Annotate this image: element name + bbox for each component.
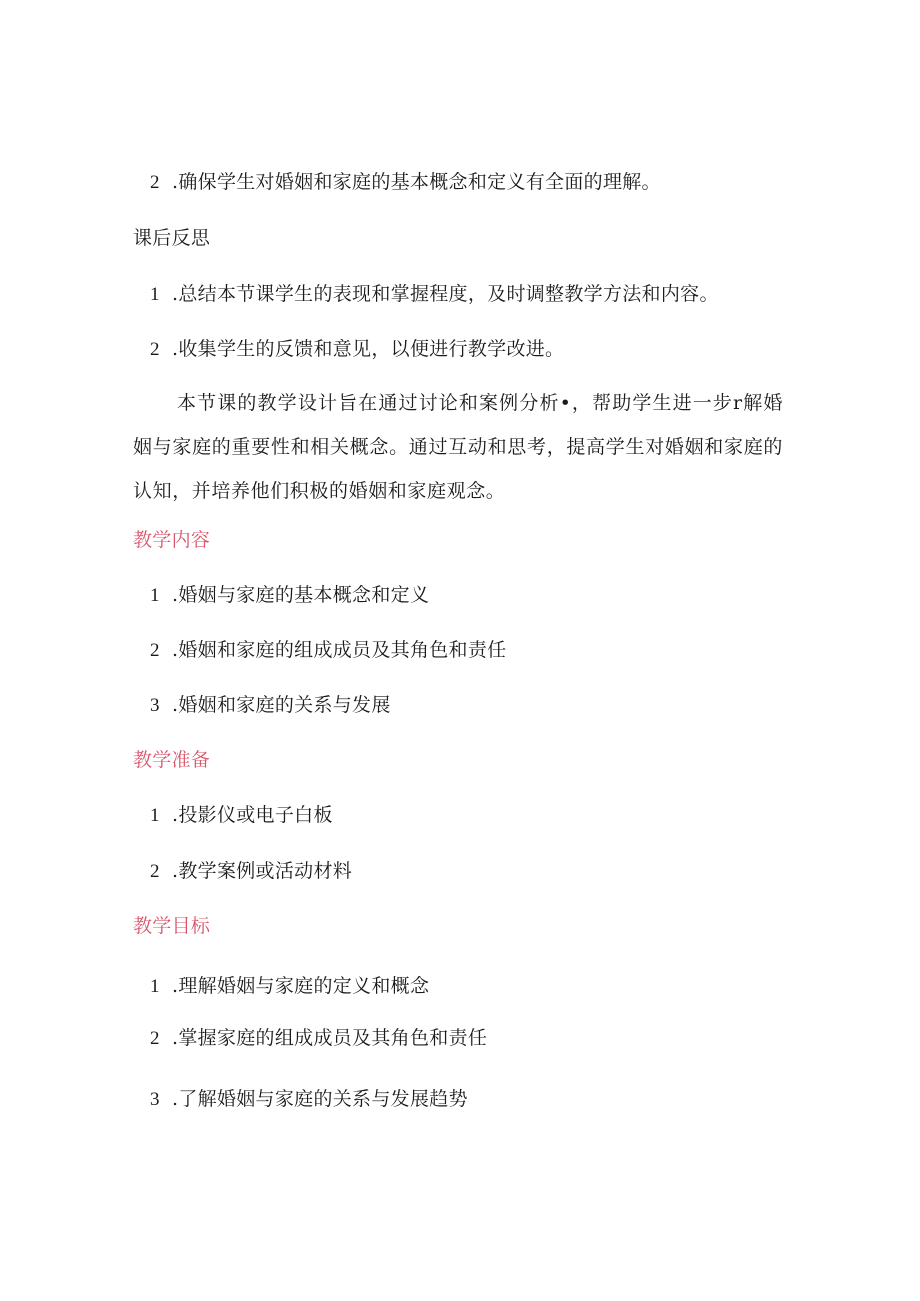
list-item [150,974,429,999]
list-item-text: .婚姻与家庭的基本概念和定义 [172,584,430,606]
list-item-number: 2 [150,861,160,882]
list-item [150,693,391,718]
list-item-text: .收集学生的反馈和意见，以便进行教学改进。 [172,338,565,360]
list-item-number: 3 [150,1089,160,1110]
list-item [150,170,661,195]
section-heading-preparation: 教学准备 [133,749,211,771]
list-item-number: 1 [150,585,160,606]
list-item-text: .婚姻和家庭的关系与发展 [172,694,391,716]
list-item-number: 2 [150,339,160,360]
list-item-text: .了解婚姻与家庭的关系与发展趋势 [172,1088,468,1110]
list-item [150,1087,468,1112]
list-item-text: .教学案例或活动材料 [172,860,353,882]
list-item-number: 2 [150,172,160,193]
list-item-text: .掌握家庭的组成成员及其角色和责任 [172,1027,488,1049]
list-item [150,282,719,307]
list-item-text: .总结本节课学生的表现和掌握程度，及时调整教学方法和内容。 [172,283,719,305]
list-item-text: .理解婚姻与家庭的定义和概念 [172,975,430,997]
list-item [150,1026,487,1051]
list-item [150,638,506,663]
list-item [150,583,429,608]
list-item-number: 2 [150,640,160,661]
list-item [150,859,352,884]
list-item-number: 1 [150,976,160,997]
list-item-text: .确保学生对婚姻和家庭的基本概念和定义有全面的理解。 [172,171,661,193]
list-item [150,337,564,362]
summary-paragraph: 本节课的教学设计旨在通过讨论和案例分析•，帮助学生进一步r解婚姻与家庭的重要性和相关概念。通过互动和思考，提高学生对婚姻和家庭的认知，并培养他们积极的婚姻和家庭观念。 [133,392,783,502]
list-item-text: .投影仪或电子白板 [172,804,333,826]
list-item-text: .婚姻和家庭的组成成员及其角色和责任 [172,639,507,661]
section-heading-reflection: 课后反思 [133,227,211,249]
list-item-number: 2 [150,1028,160,1049]
list-item [150,803,333,828]
list-item-number: 1 [150,805,160,826]
list-item-number: 3 [150,695,160,716]
section-heading-objectives: 教学目标 [133,915,211,937]
section-heading-content: 教学内容 [133,529,211,551]
list-item-number: 1 [150,284,160,305]
